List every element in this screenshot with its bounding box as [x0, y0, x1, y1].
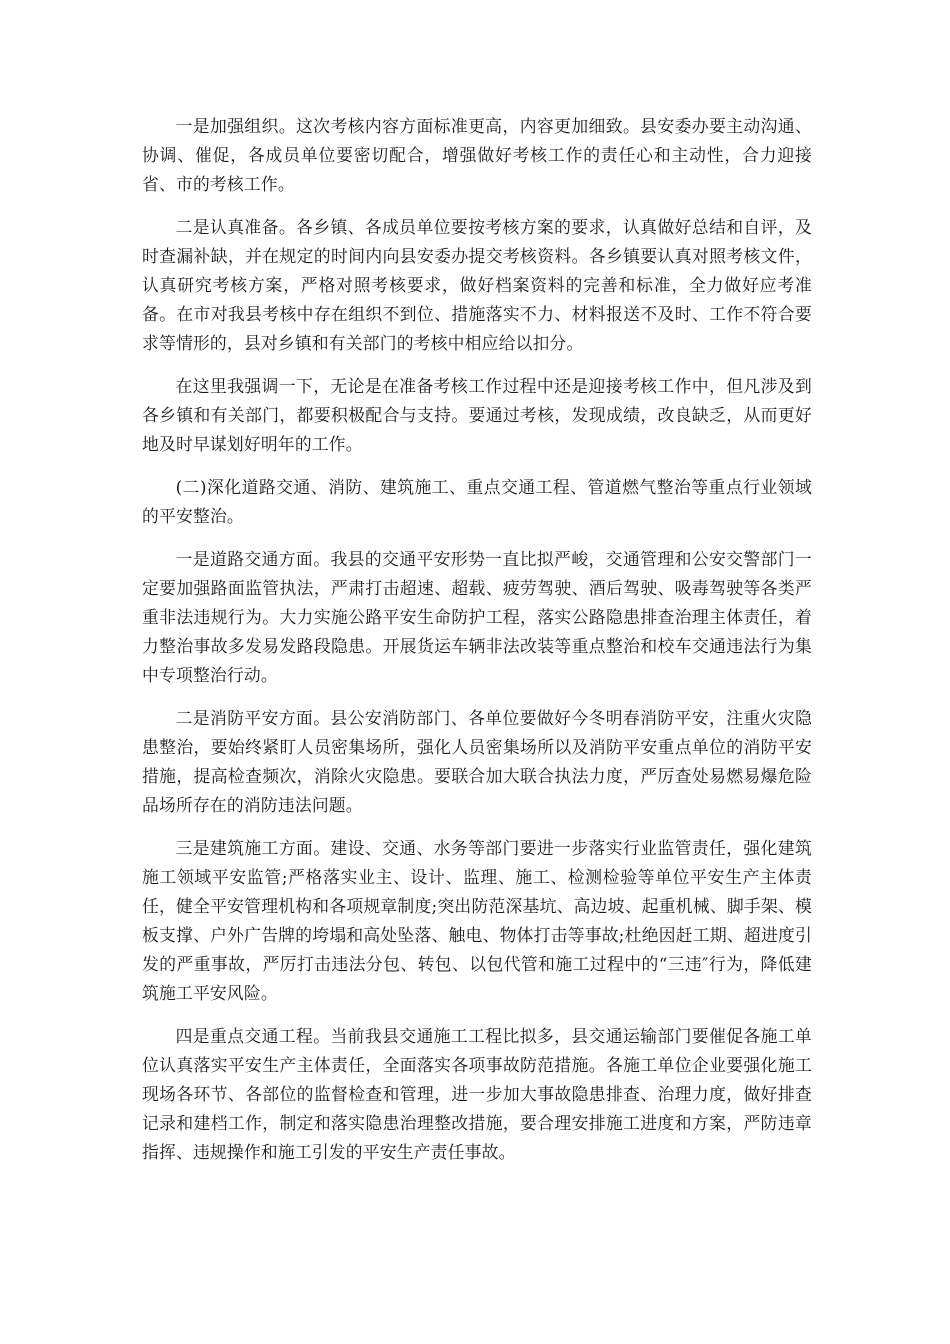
paragraph-careful-preparation: 二是认真准备。各乡镇、各成员单位要按考核方案的要求，认真做好总结和自评，及时查漏补缺，并在规定的时间内向县安委办提交考核资料。各乡镇要认真对照考核文件，认真研究考核方案，严格对照考核要求，做好档案资料的完善和标准，全力做好应考准备。在市对我县考核中存在组织不到位、措施落实不力、材料报送不及时、工作不符合要求等情形的，县对乡镇和有关部门的考核中相应给以扣分。	[142, 217, 812, 353]
section-heading-industry-rectification: (二)深化道路交通、消防、建筑施工、重点交通工程、管道燃气整治等重点行业领域的平安整治。	[142, 477, 812, 526]
paragraph-emphasis: 在这里我强调一下，无论是在准备考核工作过程中还是迎接考核工作中，但凡涉及到各乡镇和有关部门，都要积极配合与支持。要通过考核，发现成绩，改良缺乏，从而更好地及时早谋划好明年的工作。	[142, 376, 812, 454]
document-page	[142, 112, 812, 1181]
paragraph-fire-safety: 二是消防平安方面。县公安消防部门、各单位要做好今冬明春消防平安，注重火灾隐患整治，要始终紧盯人员密集场所，强化人员密集场所以及消防平安重点单位的消防平安措施，提高检查频次，消除火灾隐患。要联合加大联合执法力度，严厉查处易燃易爆危险品场所存在的消防违法问题。	[142, 708, 812, 815]
paragraph-key-traffic-projects: 四是重点交通工程。当前我县交通施工工程比拟多，县交通运输部门要催促各施工单位认真落实平安生产主体责任，全面落实各项事故防范措施。各施工单位企业要强化施工现场各环节、各部位的监督检查和管理，进一步加大事故隐患排查、治理力度，做好排查记录和建档工作，制定和落实隐患治理整改措施，要合理安排施工进度和方案，严防违章指挥、违规操作和施工引发的平安生产责任事故。	[142, 1026, 812, 1162]
paragraph-construction: 三是建筑施工方面。建设、交通、水务等部门要进一步落实行业监管责任，强化建筑施工领域平安监管;严格落实业主、设计、监理、施工、检测检验等单位平安生产主体责任，健全平安管理机构和各项规章制度;突出防范深基坑、高边坡、起重机械、脚手架、模板支撑、户外广告牌的垮塌和高处坠落、触电、物体打击等事故;杜绝因赶工期、超进度引发的严重事故，严厉打击违法分包、转包、以包代管和施工过程中的“三违″行为，降低建筑施工平安风险。	[142, 838, 812, 1003]
paragraph-road-traffic: 一是道路交通方面。我县的交通平安形势一直比拟严峻，交通管理和公安交警部门一定要加强路面监管执法，严肃打击超速、超载、疲劳驾驶、酒后驾驶、吸毒驾驶等各类严重非法违规行为。大力实施公路平安生命防护工程，落实公路隐患排查治理主体责任，着力整治事故多发易发路段隐患。开展货运车辆非法改装等重点整治和校车交通违法行为集中专项整治行动。	[142, 549, 812, 685]
paragraph-strengthen-organization: 一是加强组织。这次考核内容方面标准更高，内容更加细致。县安委办要主动沟通、协调、催促，各成员单位要密切配合，增强做好考核工作的责任心和主动性，合力迎接省、市的考核工作。	[142, 116, 812, 194]
